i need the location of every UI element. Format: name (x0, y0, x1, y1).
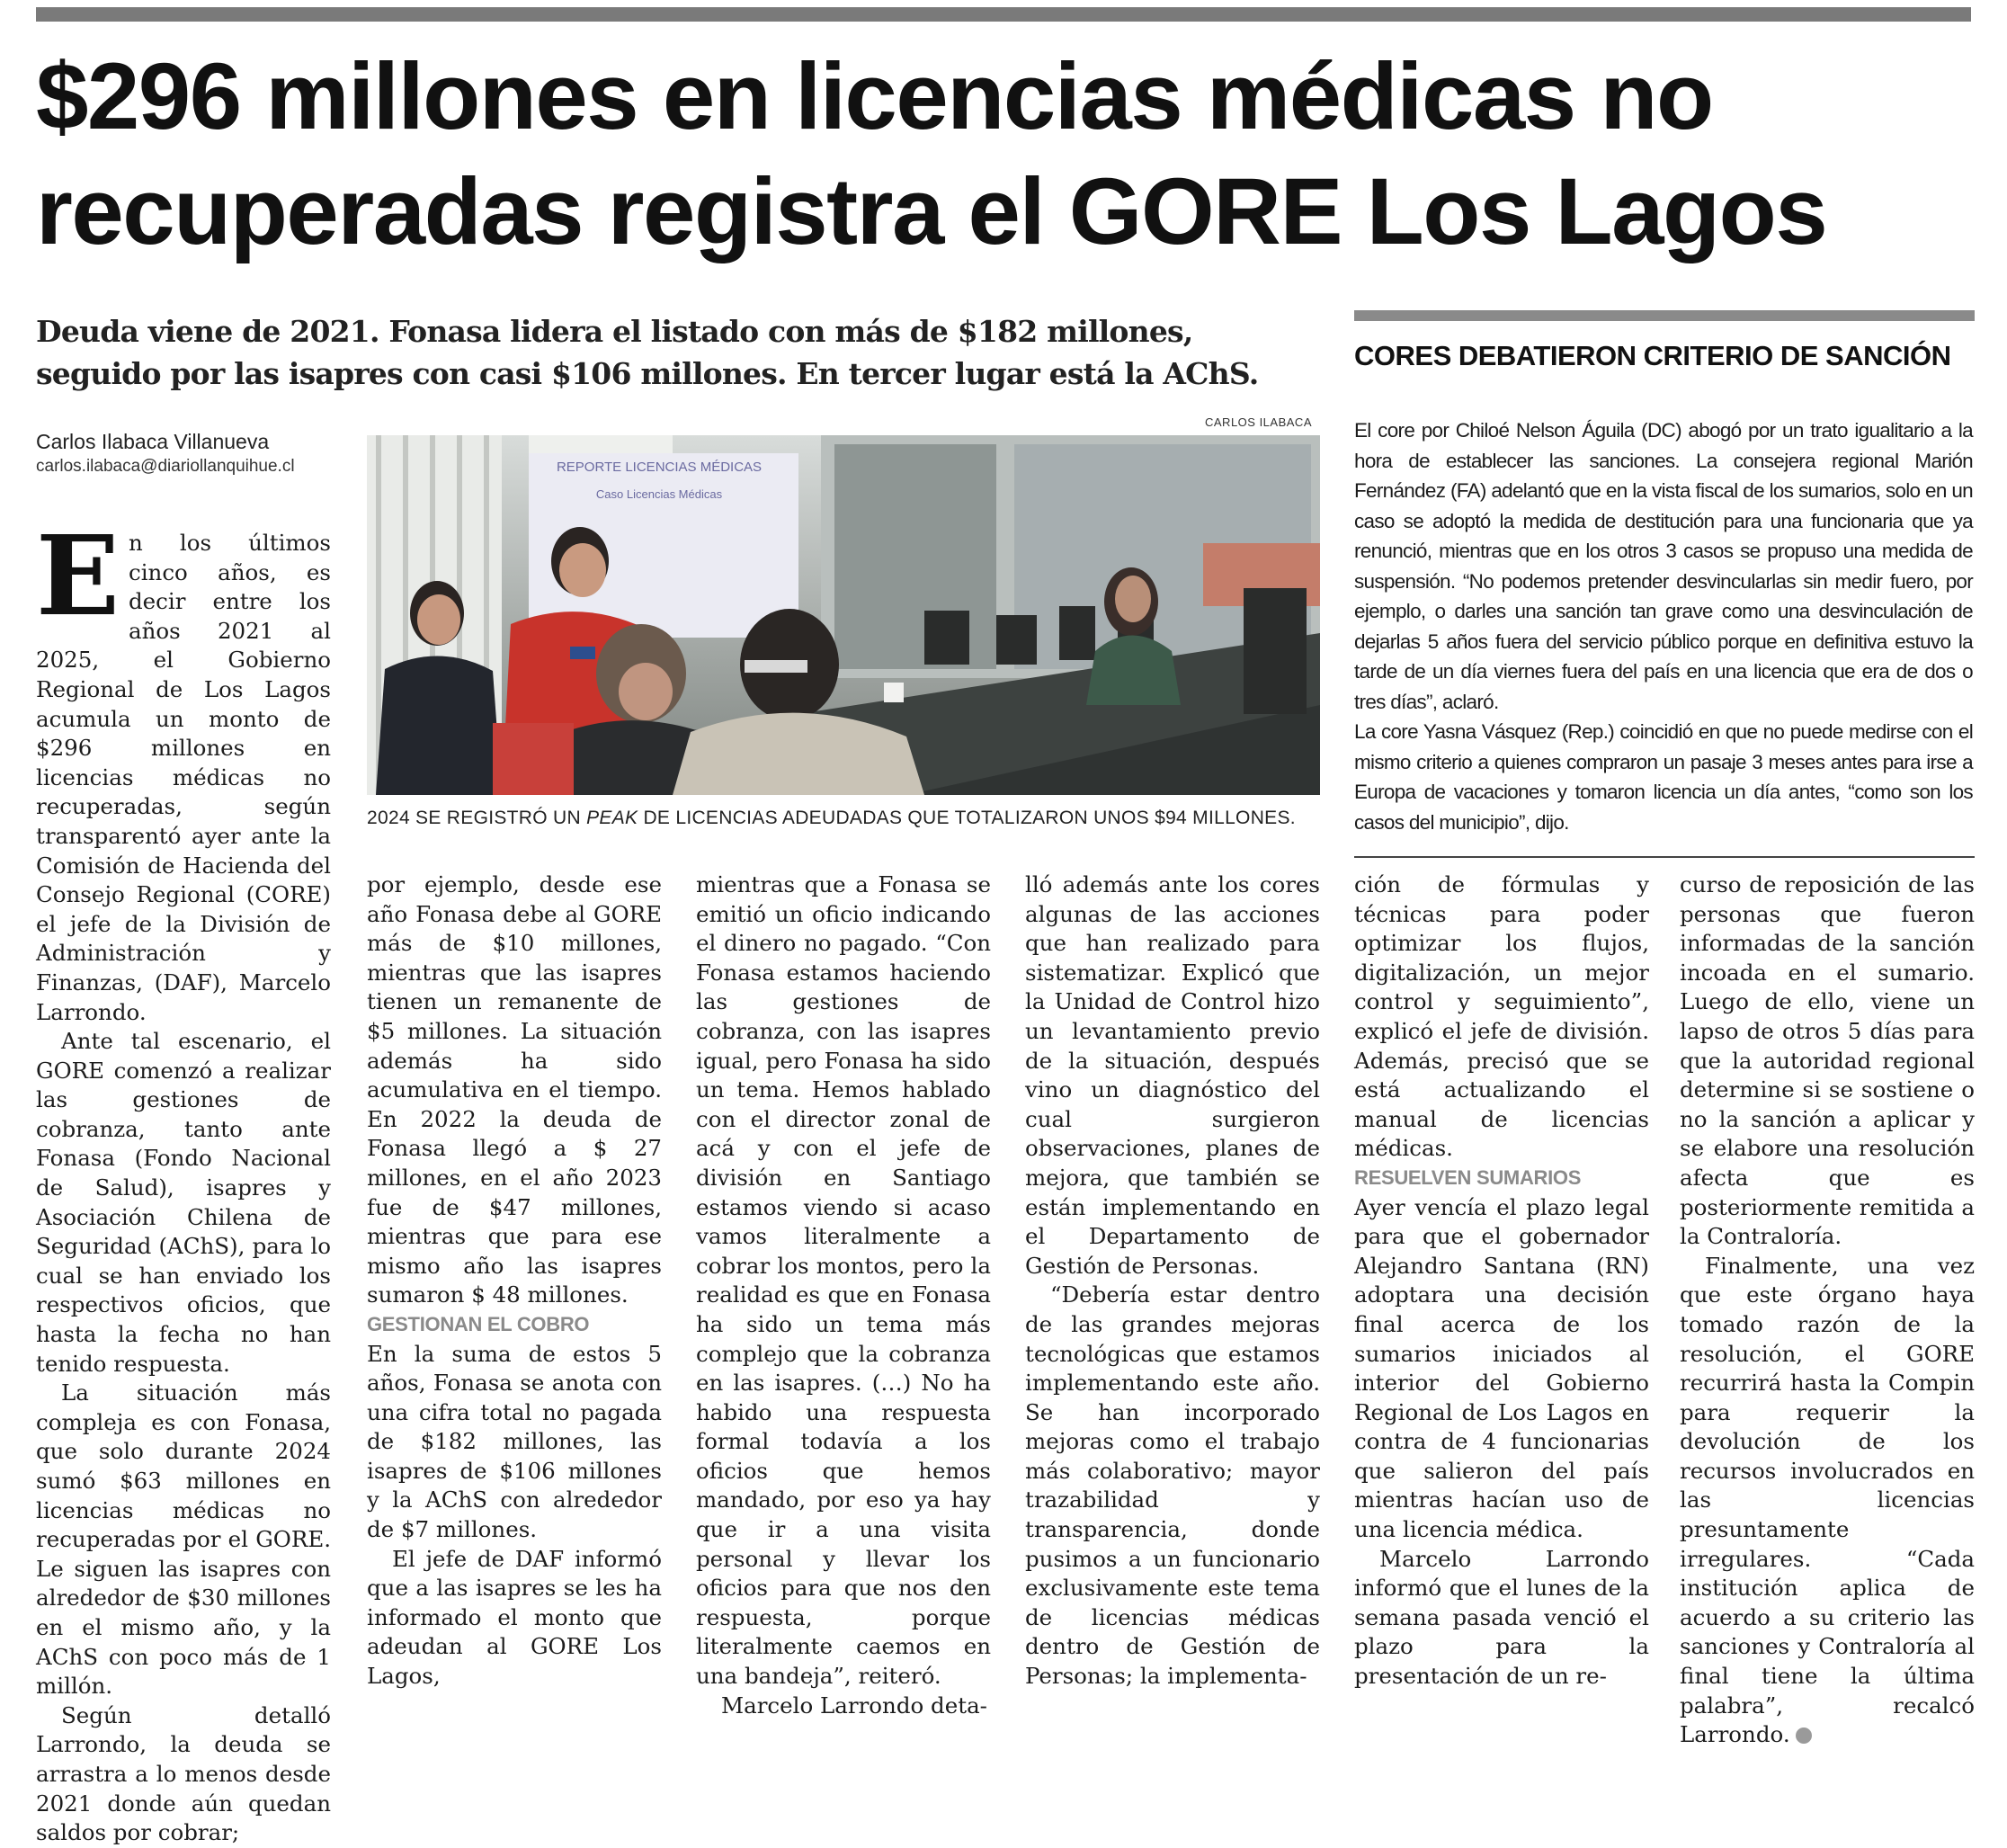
paragraph: La situación más compleja es con Fonasa, que solo durante 2024 sumó $63 millones en licencias médicas no recuperadas por el GORE. Le siguen las isapres con alrededor de $30 millones en el mismo año, y la AChS con poco más de 1 millón. (36, 1379, 331, 1700)
paragraph (1680, 1252, 1975, 1750)
subheading: RESUELVEN SUMARIOS (1354, 1165, 1582, 1189)
paragraph: lló además ante los cores algunas de las acciones que han realizado para sistematizar. Explicó que la Unidad de Control hizo un levantamiento previo de la situación, después vino un diagnóstico del cual surgieron observaciones, planes de mejora, que también se están implementando en el Departamento de Gestión de Personas. (1025, 871, 1320, 1279)
meeting-photo (367, 435, 1320, 795)
sidebar-paragraph: La core Yasna Vásquez (Rep.) coincidió en que no puede medirse con el mismo criterio a quienes compraron un pasaje 3 meses antes para irse a Europa de vacaciones y tomaron licencia un día antes, “como son los casos del municipio”, dijo. (1354, 720, 1973, 834)
deck-line-1: Deuda viene de 2021. Fonasa lidera el listado con más de $182 millones, (36, 314, 1193, 349)
paragraph: por ejemplo, desde ese año Fonasa debe al GORE más de $10 millones, mientras que las isapres tienen un remanente de $5 millones. La situación además ha sido acumulativa en el tiempo. En 2022 la deuda de Fonasa llegó a $ 27 millones, en el año 2023 fue de $47 millones, mientras que para ese mismo año las isapres sumaron $ 48 millones. (367, 871, 662, 1308)
paragraph: “Debería estar dentro de las grandes mejoras tecnológicas que estamos implementando este año. Se han incorporado mejoras como el trabajo más colaborativo; mayor trazabilidad y transparencia, donde pusimos a un funcionario exclusivamente este tema de licencias médicas dentro de Gestión de Personas; la implementa- (1025, 1281, 1320, 1690)
article-photo (367, 435, 1320, 795)
paragraph: Ante tal escenario, el GORE comenzó a realizar las gestiones de cobranza, tanto ante Fonasa (Fondo Nacional de Salud), isapres y Asociación Chilena de Seguridad (AChS), para lo cual se han enviado los respectivos oficios, que hasta la fecha no han tenido respuesta. (36, 1028, 331, 1377)
screen-title: REPORTE LICENCIAS MÉDICAS (556, 460, 763, 475)
sidebar-top-rule (1354, 310, 1975, 321)
drop-cap: E (36, 511, 120, 640)
end-mark-icon (1796, 1727, 1812, 1744)
paragraph: Marcelo Larrondo deta- (721, 1692, 987, 1719)
paragraph: curso de reposición de las personas que fueron informadas de la sanción incoada en el sumario. Luego de ello, viene un lapso de otros 5 días para que la autoridad regional determine si se sostiene o no la sanción a aplicar y se elabore una resolución afecta que es posteriormente remitida a la Contraloría. (1680, 871, 1975, 1250)
author-name: Carlos Ilabaca Villanueva (36, 430, 270, 453)
sidebar-paragraph: El core por Chiloé Nelson Águila (DC) abogó por un trato igualitario a la hora de establecer las sanciones. La consejera regional Marión Fernández (FA) adelantó que en la vista fiscal de los sumarios, solo en un caso se adoptó la medida de destitución para una funcionaria que ya renunció, mientras que en los otros 3 casos se propuso una medida de suspensión. “No podemos pretender desvincularlas sin medir fuero, por ejemplo, o darles una sanción tan grave como una desvinculación de dejarlas 5 años fuera del servicio público porque en definitiva estuvo la tarde de un día viernes fuera del país en una licencia que era de dos o tres días”, aclaró. (1354, 419, 1973, 713)
headline-line-2: recuperadas registra el GORE Los Lagos (36, 159, 1827, 264)
author-email[interactable]: carlos.ilabaca@diariollanquihue.cl (36, 457, 295, 476)
body-column-4 (1025, 870, 1320, 1692)
body-column-2 (367, 870, 662, 1692)
sidebar-body (1354, 415, 1973, 837)
paragraph-text: Finalmente, una vez que este órgano haya tomado razón de la resolución, el GORE recurrirá hasta la Compin para requerir la devolución de los recursos involucrados en las licencias presuntamente irregulares. “Cada institución aplica de acuerdo a su criterio las sanciones y Contraloría al final tiene la última palabra”, recalcó Larrondo. (1680, 1252, 1975, 1748)
paragraph: Ayer vencía el plazo legal para que el gobernador Alejandro Santana (RN) adoptara una decisión final acerca de los sumarios iniciados al interior del Gobierno Regional de Los Lagos en contra de 4 funcionarias que salieron del país mientras hacían uso de una licencia médica. (1354, 1193, 1649, 1543)
sidebar-title: CORES DEBATIERON CRITERIO DE SANCIÓN (1354, 340, 1951, 371)
paragraph: ción de fórmulas y técnicas para poder optimizar los flujos, digitalización, un mejor control y seguimiento”, explicó el jefe de división. Además, precisó que se está actualizando el manual de licencias médicas. (1354, 871, 1649, 1162)
top-rule (36, 7, 1971, 22)
body-column-1 (36, 511, 331, 1848)
body-column-3 (696, 870, 991, 1720)
paragraph: Según detalló Larrondo, la deuda se arrastra a lo menos desde 2021 donde aún quedan saldos por cobrar; (36, 1701, 331, 1846)
deck (36, 310, 1313, 395)
headline-line-1: $296 millones en licencias médicas no (36, 44, 1713, 149)
sidebar-bottom-rule (1354, 856, 1975, 858)
headline (36, 40, 1978, 270)
body-column-6 (1680, 870, 1975, 1750)
paragraph (36, 511, 331, 1027)
photo-caption (367, 808, 1320, 829)
paragraph-text: n los últimos cinco años, es decir entre los años 2021 al 2025, el Gobierno Regional de Los Lagos acumula un monto de $296 millones en licencias médicas no recuperadas, según transparentó ayer ante la Comisión de Hacienda del Consejo Regional (CORE) el jefe de la División de Administración y Finanzas, (DAF), Marcelo Larrondo. (36, 530, 331, 1025)
caption-part-2: DE LICENCIAS ADEUDADAS QUE TOTALIZARON UNOS $94 MILLONES. (638, 808, 1296, 828)
subheading: GESTIONAN EL COBRO (367, 1312, 590, 1335)
body-column-5 (1354, 870, 1649, 1692)
paragraph: Marcelo Larrondo informó que el lunes de la semana pasada venció el plazo para la presentación de un re- (1354, 1545, 1649, 1690)
caption-italic: PEAK (586, 808, 638, 828)
paragraph: El jefe de DAF informó que a las isapres se les ha informado el monto que adeudan al GORE Los Lagos, (367, 1545, 662, 1690)
deck-line-2: seguido por las isapres con casi $106 millones. En tercer lugar está la AChS. (36, 356, 1259, 391)
paragraph: mientras que a Fonasa se emitió un oficio indicando el dinero no pagado. “Con Fonasa estamos haciendo las gestiones de cobranza, con las isapres igual, pero Fonasa ha sido un tema. Hemos hablado con el director zonal de acá y con el jefe de división en Santiago estamos viendo si acaso vamos literalmente a cobrar los montos, pero la realidad es que en Fonasa ha sido un tema más complejo que la cobranza en las isapres. (…) No ha habido una respuesta formal todavía a los oficios que hemos mandado, por eso ya hay que ir a una visita personal y llevar los oficios para que nos den respuesta, porque literalmente caemos en una bandeja”, reiteró. (696, 871, 991, 1690)
paragraph: En la suma de estos 5 años, Fonasa se anota con una cifra total no pagada de $182 millones, las isapres de $106 millones y la AChS con alrededor de $7 millones. (367, 1340, 662, 1543)
caption-part-1: 2024 SE REGISTRÓ UN (367, 808, 587, 828)
photo-credit: CARLOS ILABACA (1205, 415, 1312, 429)
screen-subtitle: Caso Licencias Médicas (595, 487, 723, 501)
